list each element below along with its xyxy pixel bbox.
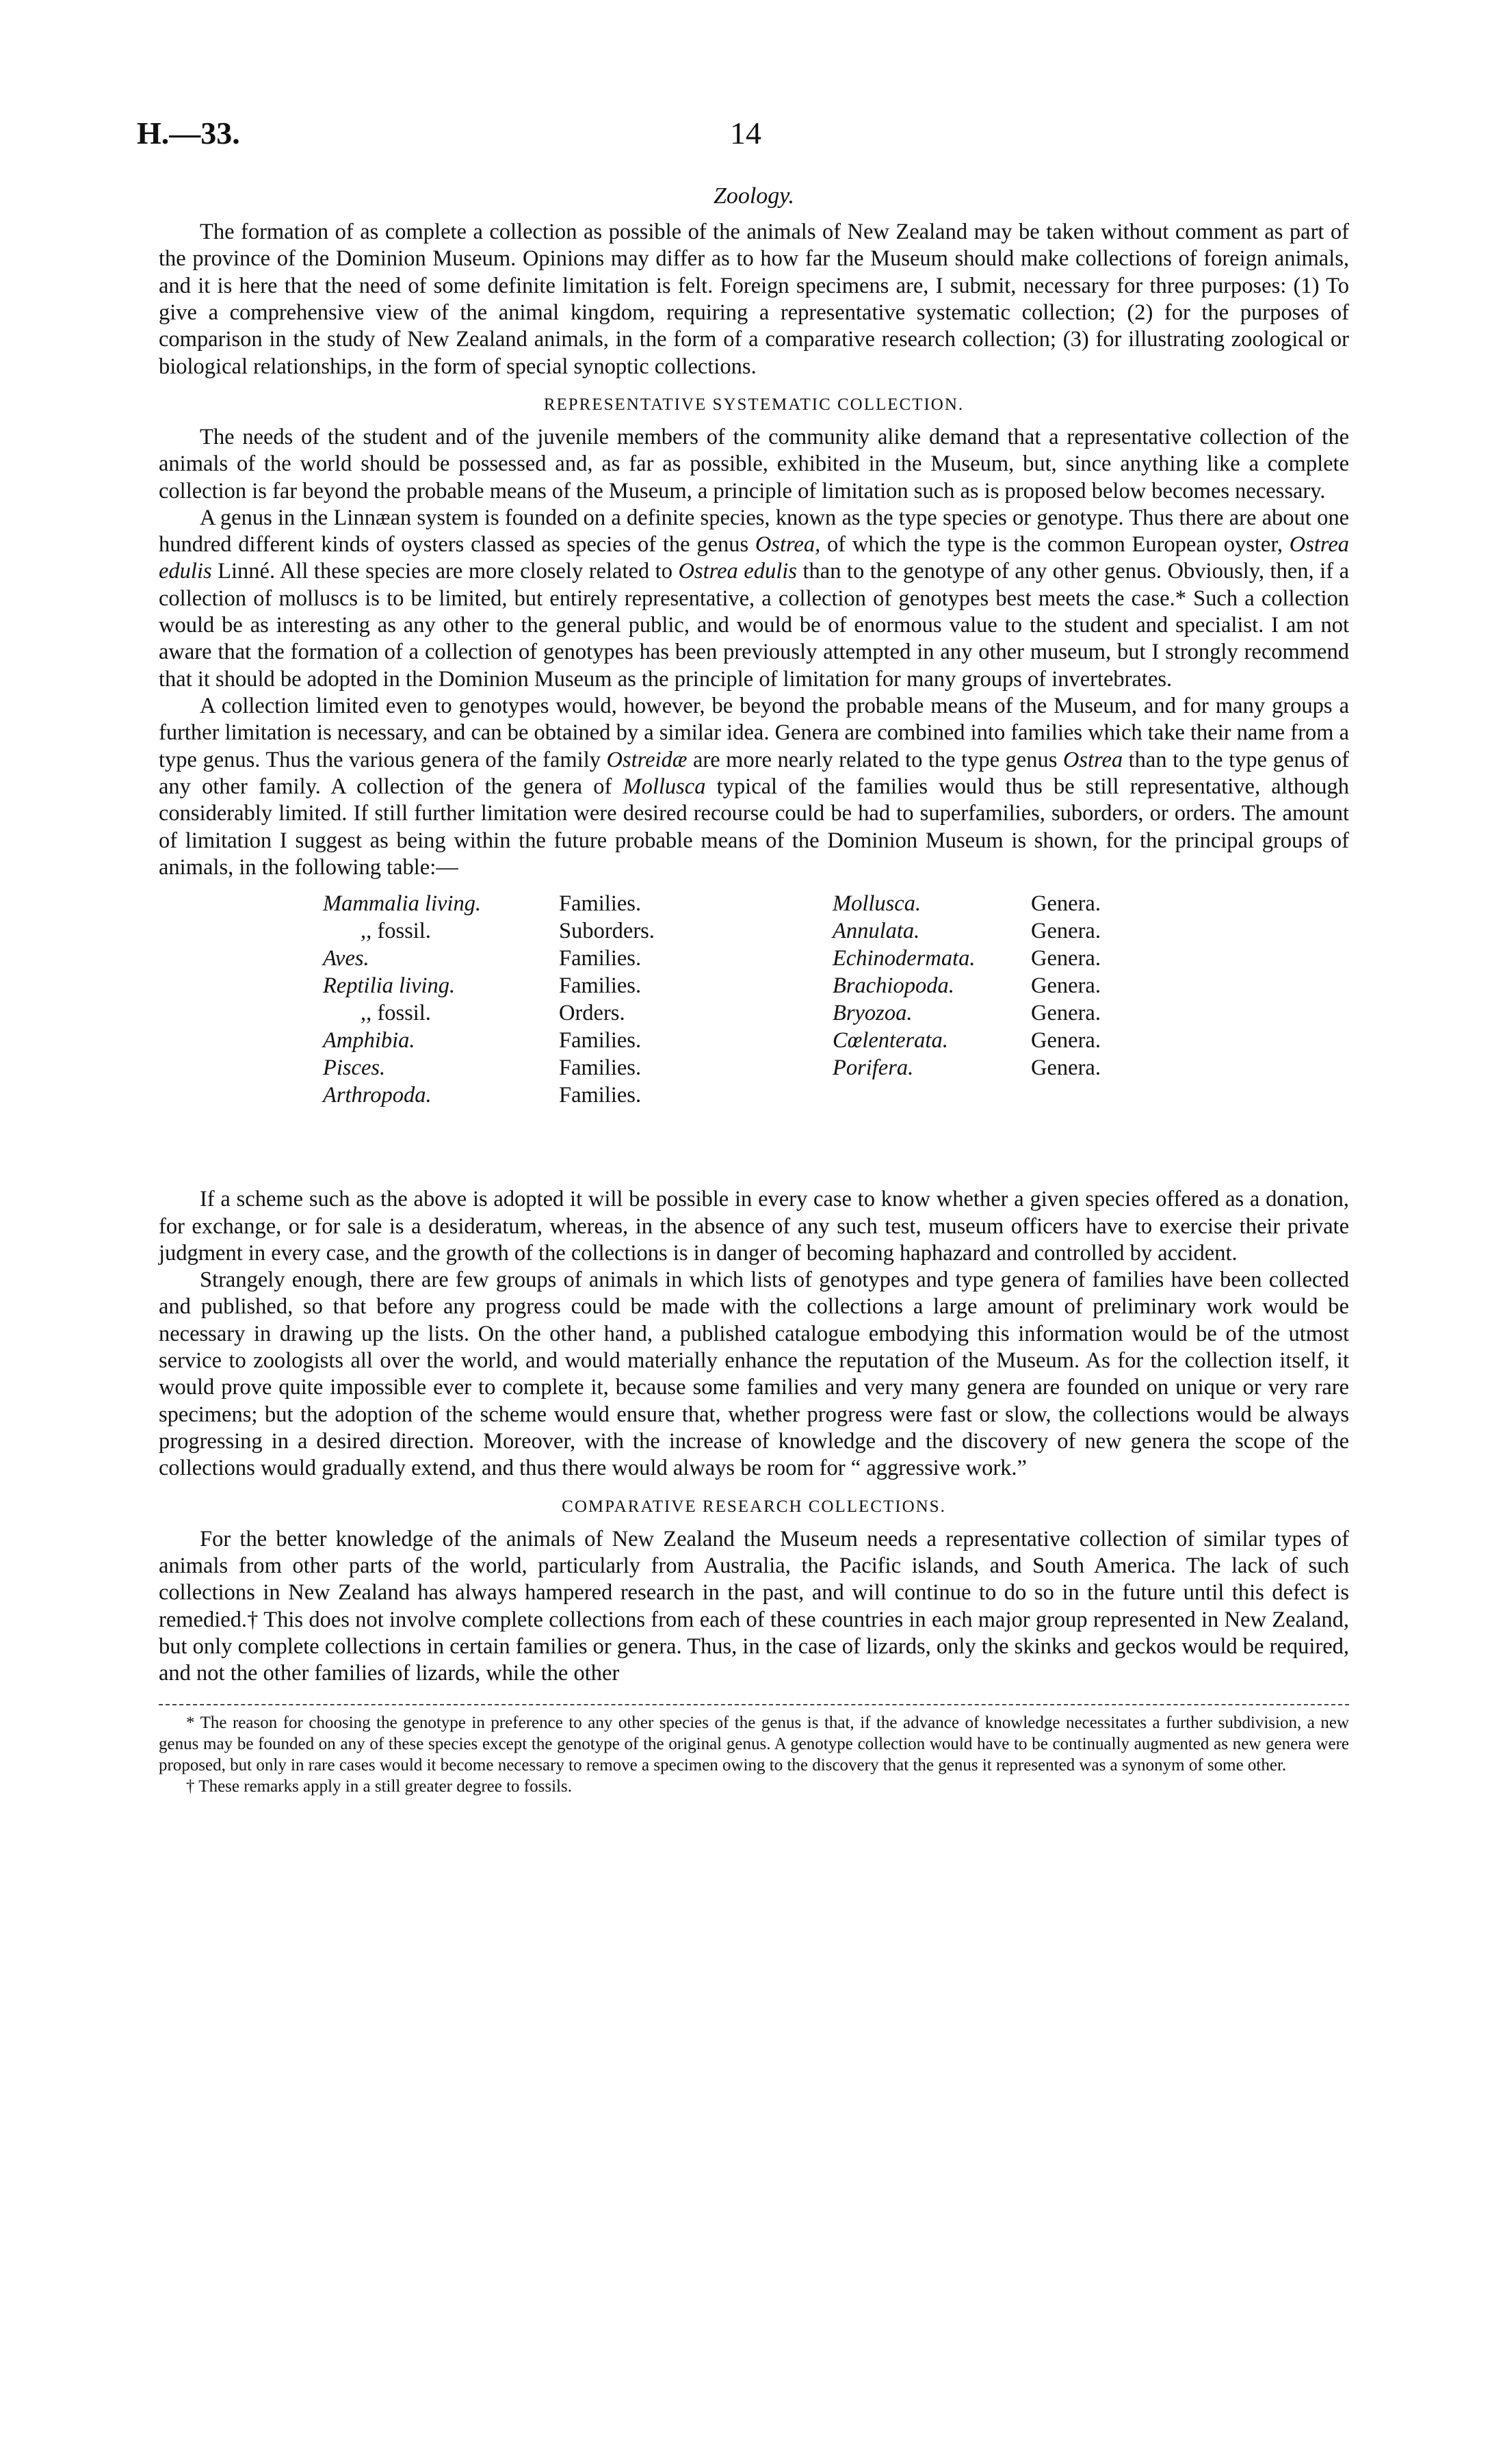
table-row: ,, fossil. Orders. [361, 1001, 625, 1026]
footnotes [159, 1712, 1349, 1798]
intro-paragraph: The formation of as complete a collection as possible of the animals of New Zealand may be taken without comment as part of the province of the Dominion Museum. Opinions may differ as to how far the Museum should make collections of foreign animals, and it is here that the need of some definite limitation is felt. Foreign specimens are, I submit, necessary for three purposes: (1) To give a comprehensive view of the animal kingdom, requiring a representative systematic collection; (2) for the purposes of comparison in the study of New Zealand animals, in the form of a comparative research collection; (3) for illustrating zoological or biological relationships, in the form of special synoptic collections. [159, 220, 1349, 379]
systematic-paragraph-1: The needs of the student and of the juvenile members of the community alike demand that a representative collection of the animals of the world should be possessed and, as far as possible, exhibited in the Museum, but, since anything like a complete collection is far beyond the probable means of the Museum, a principle of limitation such as is proposed below becomes necessary. [159, 424, 1349, 503]
table-row: Pisces. Families. [323, 1056, 642, 1081]
table-row: Annulata. Genera. [833, 919, 1101, 944]
comparative-paragraph-1: For the better knowledge of the animals of New Zealand the Museum needs a representative collection of similar types of animals from other parts of the world, particularly from Australia, the Pacific islands, and South America. The lack of such collections in New Zealand has always hampered research in the past, and will continue to do so in the future until this defect is remedied.† This does not involve complete collections from each of these countries in each major group represented in New Zealand, but only complete collections in certain families or genera. Thus, in the case of lizards, only the skinks and geckos would be required, and not the other families of lizards, while the other [159, 1526, 1349, 1686]
table-row: Mollusca. Genera. [833, 891, 1101, 917]
table-row: Cœlenterata. Genera. [833, 1028, 1101, 1053]
page-number: 14 [730, 116, 761, 150]
limitation-table [159, 891, 1349, 1172]
footnote-1: * The reason for choosing the genotype in preference to any other species of the genus is that, if the advance of knowledge necessitates a further subdivision, a new genus may be founded on any of these species except the genotype of the original genus. A genotype collection would have to be continually augmented as new genera were proposed, but only in rare cases would it become necessary to remove a specimen owing to the discovery that the genus it represented was a synonym of some other. [159, 1713, 1349, 1774]
table-row: Reptilia living. Families. [323, 973, 642, 999]
table-row: Aves. Families. [323, 946, 642, 971]
document-reference: H.—33. [137, 116, 240, 150]
comparative-heading: COMPARATIVE RESEARCH COLLECTIONS. [562, 1497, 946, 1516]
main-text [159, 183, 1349, 1798]
table-row: Arthropoda. Families. [323, 1083, 642, 1108]
footnote-divider [159, 1704, 1349, 1705]
systematic-paragraph-3: A collection limited even to genotypes would, however, be beyond the probable means of the Museum, and for many groups a further limitation is necessary, and can be obtained by a similar idea. Genera are combined into families which take their name from a type genus. Thus the various genera of the family Ostreidæ are more nearly related to the type genus Ostrea than to the type genus of any other family. A collection of the genera of Mollusca typical of the families would thus be still representative, although considerably limited. If still further limitation were desired recourse could be had to superfamilies, suborders, or orders. The amount of limitation I suggest as being within the future probable means of the Dominion Museum is shown, for the principal groups of animals, in the following table:— [159, 694, 1350, 880]
systematic-paragraph-4: If a scheme such as the above is adopted it will be possible in every case to know whether a given species offered as a donation, for exchange, or for sale is a desideratum, whereas, in the absence of any such test, museum officers have to exercise their private judgment in every case, and the growth of the collections is in danger of becoming haphazard and controlled by accident. [159, 1187, 1349, 1266]
page-header [137, 115, 1355, 156]
table-row: Amphibia. Families. [323, 1028, 642, 1053]
table-row: Bryozoa. Genera. [833, 1001, 1101, 1026]
table-row: Mammalia living. Families. [323, 891, 642, 917]
table-row: Brachiopoda. Genera. [833, 973, 1101, 999]
limitation-table-right [833, 891, 1168, 1082]
table-row: Echinodermata. Genera. [833, 946, 1101, 971]
systematic-paragraph-5: Strangely enough, there are few groups of animals in which lists of genotypes and type genera of families have been collected and published, so that before any progress could be made with the collections a large amount of preliminary work would be necessary in drawing up the lists. On the other hand, a published catalogue embodying this information would be of the utmost service to zoologists all over the world, and would materially enhance the reputation of the Museum. As for the collection itself, it would prove quite impossible ever to complete it, because some families and very many genera are founded on unique or very rare specimens; but the adoption of the scheme would ensure that, whether progress were fast or slow, the collections would be always progressing in a desired direction. Moreover, with the increase of knowledge and the discovery of new genera the scope of the collections would gradually extend, and thus there would always be room for “ aggressive work.” [159, 1268, 1349, 1481]
systematic-heading: REPRESENTATIVE SYSTEMATIC COLLECTION. [543, 395, 965, 414]
table-row: ,, fossil. Suborders. [361, 919, 655, 944]
section-title: Zoology. [713, 183, 795, 209]
systematic-paragraph-2: A genus in the Linnæan system is founded on a definite species, known as the type species or genotype. Thus there are about one hundred different kinds of oysters classed as species of the genus Ostrea, of which the type is the common European oyster, Ostrea edulis Linné. All these species are more closely related to Ostrea edulis than to the genotype of any other genus. Obviously, then, if a collection of molluscs is to be limited, but entirely representative, a collection of genotypes best meets the case.* Such a collection would be as interesting as any other to the general public, and would be of enormous value to the student and specialist. I am not aware that the formation of a collection of genotypes has been previously attempted in any other museum, but I strongly recommend that it should be adopted in the Dominion Museum as the principle of limitation for many groups of invertebrates. [159, 505, 1350, 692]
limitation-table-left [323, 891, 696, 1110]
footnote-2: † These remarks apply in a still greater degree to fossils. [186, 1777, 572, 1796]
table-row: Porifera. Genera. [833, 1056, 1101, 1081]
